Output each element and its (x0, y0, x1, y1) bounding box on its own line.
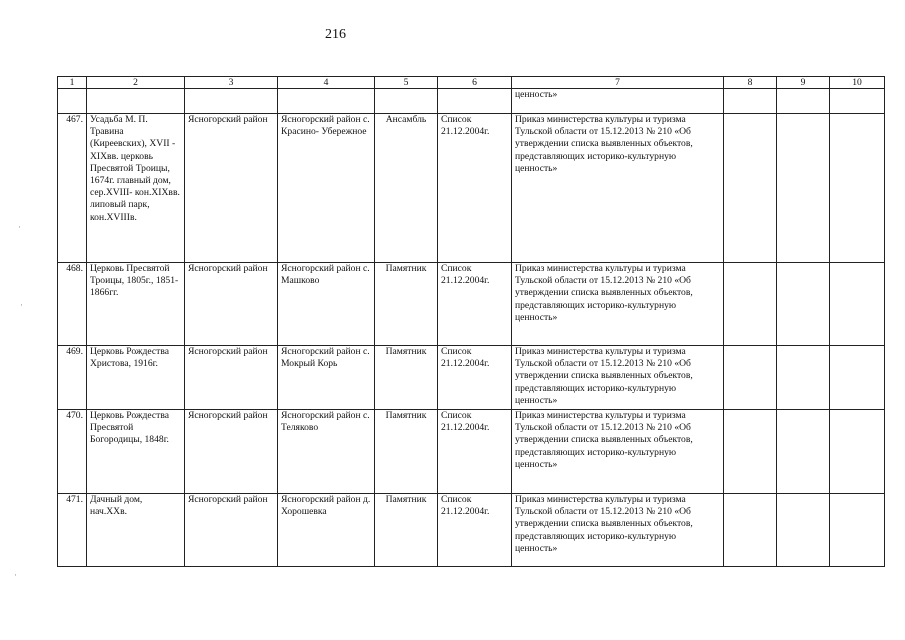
column-9-cell (777, 494, 830, 567)
column-8-cell (724, 114, 777, 263)
column-9-cell (777, 263, 830, 346)
list-date: Список 21.12.2004г. (438, 494, 512, 567)
scan-dot: · (14, 570, 17, 580)
column-header: 1 (58, 77, 87, 89)
legal-document: Приказ министерства культуры и туризма Тульской области от 15.12.2013 № 210 «Об утверждении списка выявленных объектов, представляющих историко-культурную ценность» (512, 410, 724, 494)
legal-document: Приказ министерства культуры и туризма Тульской области от 15.12.2013 № 210 «Об утверждении списка выявленных объектов, представляющих историко-культурную ценность» (512, 494, 724, 567)
object-name: Дачный дом, нач.XXв. (87, 494, 185, 567)
column-header: 3 (185, 77, 278, 89)
column-9-cell (777, 410, 830, 494)
heritage-register-table (57, 76, 885, 567)
column-8-cell (724, 410, 777, 494)
column-8-cell (724, 494, 777, 567)
legal-document: Приказ министерства культуры и туризма Тульской области от 15.12.2013 № 210 «Об утверждении списка выявленных объектов, представляющих историко-культурную ценность» (512, 114, 724, 263)
row-number: 470. (58, 410, 87, 494)
location: Ясногорский район с. Мокрый Корь (278, 346, 375, 410)
location: Ясногорский район с. Красино- Убережное (278, 114, 375, 263)
table-row (58, 263, 885, 346)
district: Ясногорский район (185, 494, 278, 567)
page-number: 216 (325, 27, 346, 42)
object-name: Церковь Рождества Пресвятой Богородицы, 1848г. (87, 410, 185, 494)
table-row (58, 410, 885, 494)
row-number: 467. (58, 114, 87, 263)
column-number-row (58, 77, 885, 89)
column-header: 8 (724, 77, 777, 89)
object-type: Памятник (375, 263, 438, 346)
column-10-cell (830, 263, 885, 346)
row-number: 468. (58, 263, 87, 346)
column-header: 6 (438, 77, 512, 89)
table-row (58, 346, 885, 410)
object-name: Усадьба М. П. Травина (Киреевских), XVII - XIXвв. церковь Пресвятой Троицы, 1674г. главный дом, сер.XVIII- кон.XIXвв. липовый парк, кон.XVIIIв. (87, 114, 185, 263)
column-10-cell (830, 346, 885, 410)
column-header: 5 (375, 77, 438, 89)
column-header: 2 (87, 77, 185, 89)
location: Ясногорский район д. Хорошевка (278, 494, 375, 567)
object-type: Памятник (375, 410, 438, 494)
column-header: 4 (278, 77, 375, 89)
column-10-cell (830, 410, 885, 494)
row-number: 471. (58, 494, 87, 567)
location: Ясногорский район с. Теляково (278, 410, 375, 494)
column-header: 7 (512, 77, 724, 89)
object-type: Памятник (375, 346, 438, 410)
column-8-cell (724, 263, 777, 346)
object-name: Церковь Пресвятой Троицы, 1805г., 1851-1866гг. (87, 263, 185, 346)
district: Ясногорский район (185, 114, 278, 263)
table-row (58, 494, 885, 567)
column-9-cell (777, 114, 830, 263)
object-type: Ансамбль (375, 114, 438, 263)
column-header: 9 (777, 77, 830, 89)
column-8-cell (724, 346, 777, 410)
list-date: Список 21.12.2004г. (438, 346, 512, 410)
continuation-row (58, 89, 885, 114)
legal-document: Приказ министерства культуры и туризма Тульской области от 15.12.2013 № 210 «Об утверждении списка выявленных объектов, представляющих историко-культурную ценность» (512, 346, 724, 410)
list-date: Список 21.12.2004г. (438, 410, 512, 494)
district: Ясногорский район (185, 263, 278, 346)
table-row (58, 114, 885, 263)
scan-dot: · (20, 300, 23, 310)
list-date: Список 21.12.2004г. (438, 263, 512, 346)
column-9-cell (777, 346, 830, 410)
list-date: Список 21.12.2004г. (438, 114, 512, 263)
column-10-cell (830, 494, 885, 567)
row-number: 469. (58, 346, 87, 410)
location: Ясногорский район с. Машково (278, 263, 375, 346)
object-type: Памятник (375, 494, 438, 567)
object-name: Церковь Рождества Христова, 1916г. (87, 346, 185, 410)
column-10-cell (830, 114, 885, 263)
legal-document: Приказ министерства культуры и туризма Тульской области от 15.12.2013 № 210 «Об утверждении списка выявленных объектов, представляющих историко-культурную ценность» (512, 263, 724, 346)
scan-dot: · (18, 222, 21, 232)
continuation-text: ценность» (512, 89, 724, 114)
column-header: 10 (830, 77, 885, 89)
district: Ясногорский район (185, 346, 278, 410)
district: Ясногорский район (185, 410, 278, 494)
